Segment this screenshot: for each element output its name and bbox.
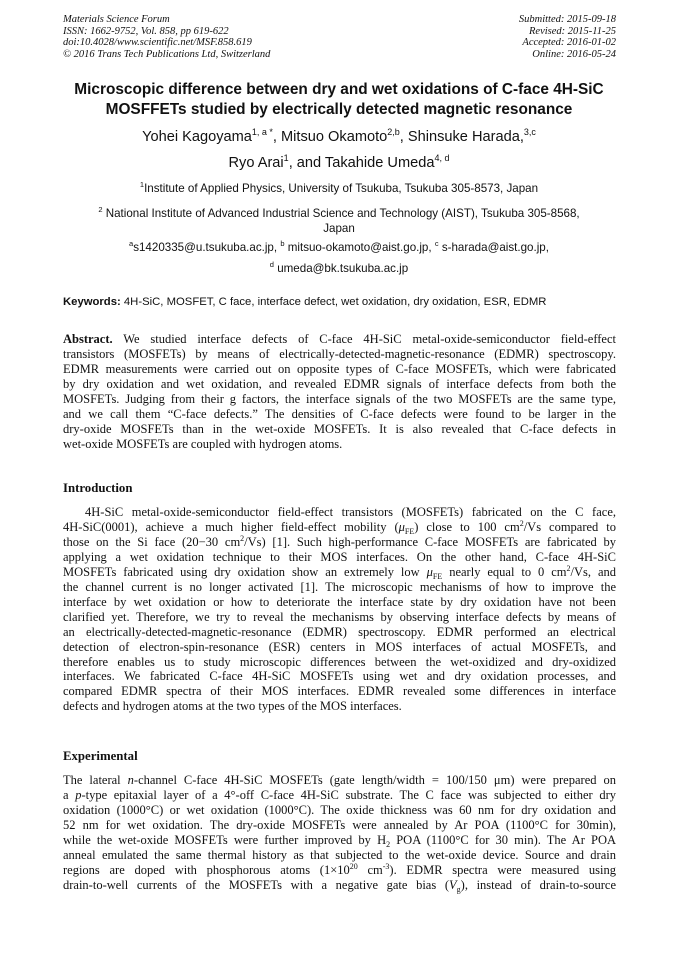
affiliation <box>40 206 638 221</box>
text-run: MOSFETs fabricated using dry oxidation show an extremely low <box>63 564 427 579</box>
keywords-text: 4H-SiC, MOSFET, C face, interface defect, wet oxidation, dry oxidation, ESR, EDMR <box>120 296 547 308</box>
paragraph-line <box>63 863 616 878</box>
paragraph-line <box>63 788 616 803</box>
paragraph-line: interfaces. We fabricated C-face 4H-SiC MOSFETs using wet and dry oxidation processes, and <box>63 669 616 684</box>
paragraph-line <box>63 565 616 580</box>
abstract-line: transistors (MOSFETs) by means of electrically-detected-magnetic-resonance (EDMR) spectroscopy. <box>63 346 616 361</box>
email-link[interactable]: mitsuo-okamoto@aist.go.jp, <box>287 241 435 254</box>
abstract-line: MOSFETs. Judging from their g factors, the interface signals of the two MOSFETs are the same type, <box>63 391 616 406</box>
affiliation-text: National Institute of Advanced Industrial Science and Technology (AIST), Tsukuba 305-8568, <box>105 207 580 220</box>
text-run: 4H-SiC(0001), achieve a much higher field-effect mobility ( <box>63 519 399 534</box>
experimental-body <box>63 773 616 893</box>
email-link[interactable]: s1420335@u.tsukuba.ac.jp, <box>133 241 281 254</box>
abstract-line: by dry oxidation and wet oxidation, and revealed EDMR signals of interface defects from both the <box>63 376 616 391</box>
paragraph-line: defects and hydrogen atoms at the two types of the MOS interfaces. <box>63 699 402 714</box>
paragraph-line: oxidation (1000°C) or wet oxidation (1000°C). The oxide thickness was 60 nm for dry oxidation and <box>63 802 616 817</box>
abstract-label: Abstract. <box>63 332 113 346</box>
paragraph-line <box>63 833 616 848</box>
abstract <box>63 332 616 452</box>
title-line: MOSFFETs studied by electrically detected magnetic resonance <box>105 101 573 118</box>
text-run: -type epitaxial layer of a 4°-off C-face 4H-SiC substrate. The C face was subjected to either dry <box>81 787 616 802</box>
email-line <box>40 240 638 255</box>
text-run: regions are doped with phosphorous atoms (1×10 <box>63 862 350 877</box>
section-heading-experimental: Experimental <box>63 749 138 763</box>
journal-copyright: © 2016 Trans Tech Publications Ltd, Switzerland <box>63 48 271 60</box>
italic-symbol: V <box>449 877 457 892</box>
title-line: Microscopic difference between dry and wet oxidations of C-face 4H-SiC <box>74 81 604 98</box>
text-run: those on the Si face (20−30 cm <box>63 534 241 549</box>
author-name: , and Takahide Umeda <box>288 155 435 171</box>
text-run: nearly equal to 0 cm <box>442 564 567 579</box>
author-superscript: 1, a * <box>251 127 273 137</box>
online-date: Online: 2016-05-24 <box>532 48 616 60</box>
italic-symbol: p <box>75 787 82 802</box>
superscript: 2 <box>240 533 245 543</box>
introduction-body <box>63 505 616 714</box>
text-run: cm <box>357 862 383 877</box>
paragraph-line: applying a wet oxidation technique to their MOS interfaces. On the other hand, C-face 4H-SiC <box>63 549 616 564</box>
superscript: 2 <box>519 518 524 528</box>
author-superscript: 1 <box>283 153 289 163</box>
paragraph-line: an electrically-detected-magnetic-resonance (EDMR) spectroscopy. EDMR performed an electrical <box>63 624 616 639</box>
email-superscript: b <box>280 239 285 248</box>
abstract-line: EDMR measurements were carried out on opposite types of C-face MOSFETs, which were fabricated <box>63 361 616 376</box>
text-run: drain-to-well currents of the MOSFETs with a negative gate bias ( <box>63 877 450 892</box>
abstract-line: and we call them “C-face defects.” The densities of C-face defects were found to be larger in the <box>63 406 616 421</box>
paragraph-line: 4H-SiC metal-oxide-semiconductor field-effect transistors (MOSFETs) fabricated on the C face, <box>85 505 616 519</box>
keywords <box>63 295 623 310</box>
text-run: /Vs compared to <box>523 519 616 534</box>
email-link[interactable]: umeda@bk.tsukuba.ac.jp <box>277 262 409 275</box>
email-superscript: a <box>129 239 134 248</box>
paper-title <box>40 80 638 120</box>
math-symbol: μ <box>398 519 405 534</box>
paragraph-line: interface by wet oxidation or how to deteriorate the interface state by dry oxidation have not been <box>63 594 616 609</box>
text-run: /Vs) [1]. Such high-performance C-face MOSFETs are fabricated by <box>244 534 616 549</box>
journal-info <box>63 14 270 60</box>
italic-symbol: n <box>127 773 134 787</box>
submitted-date: Submitted: 2015-09-18 <box>518 14 616 25</box>
paragraph-line: compared EDMR spectra of their MOS interfaces. EDMR revealed some differences in interface <box>63 684 616 699</box>
subscript: FE <box>432 571 443 581</box>
author-superscript: 4, d <box>434 153 450 163</box>
accepted-date: Accepted: 2016-01-02 <box>522 37 616 49</box>
paragraph-line: anneal emulated the same thermal history as that subjected to the wet-oxide device. Source and drain <box>63 847 616 862</box>
affiliation-continuation: Japan <box>323 222 355 235</box>
text-run: The lateral <box>63 773 128 787</box>
subscript: 2 <box>386 839 391 849</box>
author-name: , Shinsuke Harada, <box>399 129 524 145</box>
author-name: Ryo Arai <box>228 155 284 171</box>
paragraph-line: therefore enables us to study microscopic differences between the wet-oxidized and dry-oxidized <box>63 654 616 669</box>
paragraph-line <box>63 520 616 535</box>
paragraph-line: detection of electron-spin-resonance (ESR) centers in MOS interfaces of actual MOSFETs, and <box>63 639 616 654</box>
subscript: g <box>456 884 461 894</box>
abstract-line: dry-oxide MOSFETs than in the wet-oxide MOSFETs. It is also revealed that C-face defects in <box>63 421 616 436</box>
section-heading-introduction: Introduction <box>63 481 133 495</box>
email-line <box>40 261 638 276</box>
text-run: -channel C-face 4H-SiC MOSFETs (gate length/width = 100/150 μm) were prepared on <box>133 773 616 787</box>
author-name: Yohei Kagoyama <box>142 129 252 145</box>
affiliation <box>40 181 638 196</box>
keywords-label: Keywords: <box>63 296 121 308</box>
author-line <box>40 153 638 173</box>
affiliation-text: Institute of Applied Physics, University of Tsukuba, Tsukuba 305-8573, Japan <box>144 182 539 195</box>
email-link[interactable]: s-harada@aist.go.jp, <box>441 241 549 254</box>
text-run: while the wet-oxide MOSFETs were further improved by H <box>63 832 387 847</box>
paragraph-line <box>63 878 616 893</box>
paragraph-line: the channel current is no longer activated [1]. The microscopic mechanisms of how to improve the <box>63 579 616 594</box>
text-run: ). EDMR spectra were measured using <box>389 862 616 877</box>
text-run: POA (1100°C for 30 min). The Ar POA <box>390 832 616 847</box>
submission-dates <box>519 14 616 60</box>
email-superscript: d <box>269 260 274 269</box>
abstract-line: wet-oxide MOSFETs are coupled with hydrogen atoms. <box>63 436 343 451</box>
superscript: 2 <box>566 563 571 573</box>
text-run: ) close to 100 cm <box>414 519 520 534</box>
email-superscript: c <box>434 239 439 248</box>
journal-issn: ISSN: 1662-9752, Vol. 858, pp 619-622 <box>63 25 229 37</box>
superscript: -3 <box>382 861 390 871</box>
revised-date: Revised: 2015-11-25 <box>529 25 616 37</box>
author-name: , Mitsuo Okamoto <box>272 129 388 145</box>
author-superscript: 3,c <box>523 127 536 137</box>
paragraph-line: clarified yet. Therefore, we try to reveal the mechanisms by observing interface defects by means of <box>63 609 616 624</box>
text-run: ), instead of drain-to-source <box>460 877 617 892</box>
text-run: /Vs, and <box>570 564 617 579</box>
journal-name: Materials Science Forum <box>63 14 170 25</box>
abstract-line <box>63 332 616 347</box>
abstract-text: We studied interface defects of C-face 4H-SiC metal-oxide-semiconductor field-effect <box>112 332 616 346</box>
paragraph-line <box>63 535 616 550</box>
paragraph-line: 52 nm for wet oxidation. The dry-oxide MOSFETs were annealed by Ar POA (1100°C for 30min), <box>63 817 616 832</box>
subscript: FE <box>404 526 415 536</box>
text-run: a <box>63 787 76 802</box>
author-superscript: 2,b <box>387 127 400 137</box>
affiliation-superscript: 1 <box>139 180 145 189</box>
journal-doi: doi:10.4028/www.scientific.net/MSF.858.619 <box>63 37 252 49</box>
superscript: 20 <box>349 861 358 871</box>
math-symbol: μ <box>426 564 433 579</box>
affiliation-superscript: 2 <box>98 205 103 214</box>
author-line <box>40 127 638 147</box>
paragraph-line <box>63 773 616 788</box>
